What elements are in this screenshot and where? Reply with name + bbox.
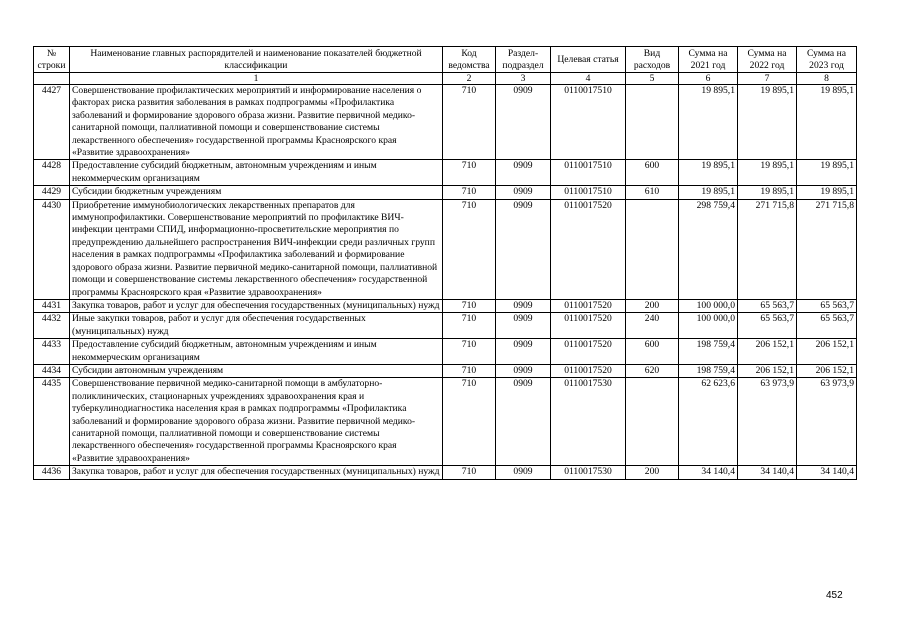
row-section: 0909 bbox=[496, 186, 551, 199]
table-row bbox=[34, 364, 857, 377]
row-number: 4434 bbox=[34, 364, 70, 377]
row-sum-2022: 19 895,1 bbox=[738, 85, 797, 160]
row-department-code: 710 bbox=[443, 313, 496, 339]
header-sum-2023: Сумма на 2023 год bbox=[797, 47, 857, 73]
row-sum-2021: 298 759,4 bbox=[679, 199, 738, 299]
row-target-article: 0110017520 bbox=[551, 299, 626, 312]
row-target-article: 0110017510 bbox=[551, 85, 626, 160]
row-sum-2023: 271 715,8 bbox=[797, 199, 857, 299]
row-section: 0909 bbox=[496, 378, 551, 466]
table-row bbox=[34, 85, 857, 160]
row-sum-2021: 19 895,1 bbox=[679, 160, 738, 186]
table-row bbox=[34, 299, 857, 312]
row-sum-2022: 206 152,1 bbox=[738, 364, 797, 377]
row-sum-2023: 19 895,1 bbox=[797, 186, 857, 199]
row-sum-2022: 271 715,8 bbox=[738, 199, 797, 299]
row-expense-type: 610 bbox=[626, 186, 679, 199]
row-sum-2021: 198 759,4 bbox=[679, 339, 738, 365]
row-target-article: 0110017520 bbox=[551, 364, 626, 377]
row-target-article: 0110017530 bbox=[551, 466, 626, 479]
header-row-number: № строки bbox=[34, 47, 70, 73]
row-department-code: 710 bbox=[443, 378, 496, 466]
row-sum-2023: 65 563,7 bbox=[797, 299, 857, 312]
column-number-empty bbox=[34, 73, 70, 85]
row-expense-type: 600 bbox=[626, 160, 679, 186]
row-name: Приобретение иммунобиологических лекарственных препаратов для иммунопрофилактики. Совершенствование мероприятий по профилактике ВИЧ-инфекции центрами СПИД, информационно-просветительские мероприятия по предупреждению дальнейшего распространения ВИЧ-инфекции среди различных групп населения в рамках подпрограммы «Профилактика заболеваний и формирование здорового образа жизни. Развитие первичной медико-санитарной помощи, паллиативной помощи и совершенствование системы лекарственного обеспечения» государственной программы Красноярского края «Развитие здравоохранения» bbox=[70, 199, 443, 299]
row-number: 4433 bbox=[34, 339, 70, 365]
row-department-code: 710 bbox=[443, 160, 496, 186]
row-section: 0909 bbox=[496, 299, 551, 312]
row-section: 0909 bbox=[496, 199, 551, 299]
column-number: 1 bbox=[70, 73, 443, 85]
row-sum-2023: 19 895,1 bbox=[797, 85, 857, 160]
row-expense-type: 200 bbox=[626, 299, 679, 312]
column-numbers-row bbox=[34, 73, 857, 85]
row-number: 4429 bbox=[34, 186, 70, 199]
row-sum-2022: 65 563,7 bbox=[738, 299, 797, 312]
row-number: 4428 bbox=[34, 160, 70, 186]
row-sum-2021: 62 623,6 bbox=[679, 378, 738, 466]
row-sum-2022: 19 895,1 bbox=[738, 186, 797, 199]
row-expense-type bbox=[626, 199, 679, 299]
header-row bbox=[34, 47, 857, 73]
row-expense-type: 620 bbox=[626, 364, 679, 377]
row-sum-2023: 65 563,7 bbox=[797, 313, 857, 339]
row-expense-type: 600 bbox=[626, 339, 679, 365]
row-target-article: 0110017530 bbox=[551, 378, 626, 466]
row-expense-type bbox=[626, 85, 679, 160]
row-sum-2022: 63 973,9 bbox=[738, 378, 797, 466]
row-name: Субсидии автономным учреждениям bbox=[70, 364, 443, 377]
row-number: 4430 bbox=[34, 199, 70, 299]
row-sum-2023: 19 895,1 bbox=[797, 160, 857, 186]
table-row bbox=[34, 313, 857, 339]
row-target-article: 0110017520 bbox=[551, 313, 626, 339]
row-number: 4436 bbox=[34, 466, 70, 479]
column-number: 2 bbox=[443, 73, 496, 85]
row-number: 4432 bbox=[34, 313, 70, 339]
header-name: Наименование главных распорядителей и наименование показателей бюджетной классификации bbox=[70, 47, 443, 73]
row-name: Совершенствование первичной медико-санитарной помощи в амбулаторно-поликлинических, стационарных учреждениях здравоохранения края и туберкулинодиагностика населения края в рамках подпрограммы «Профилактика заболеваний и формирование здорового образа жизни. Развитие первичной медико-санитарной помощи, паллиативной помощи и совершенствование системы лекарственного обеспечения» государственной программы Красноярского края «Развитие здравоохранения» bbox=[70, 378, 443, 466]
row-department-code: 710 bbox=[443, 199, 496, 299]
row-number: 4435 bbox=[34, 378, 70, 466]
row-sum-2022: 206 152,1 bbox=[738, 339, 797, 365]
row-expense-type: 200 bbox=[626, 466, 679, 479]
column-number: 5 bbox=[626, 73, 679, 85]
column-number: 8 bbox=[797, 73, 857, 85]
row-sum-2021: 19 895,1 bbox=[679, 85, 738, 160]
table-row bbox=[34, 378, 857, 466]
row-target-article: 0110017520 bbox=[551, 339, 626, 365]
row-name: Предоставление субсидий бюджетным, автономным учреждениям и иным некоммерческим организациям bbox=[70, 160, 443, 186]
row-name: Закупка товаров, работ и услуг для обеспечения государственных (муниципальных) нужд bbox=[70, 299, 443, 312]
row-department-code: 710 bbox=[443, 339, 496, 365]
row-sum-2023: 63 973,9 bbox=[797, 378, 857, 466]
row-sum-2023: 34 140,4 bbox=[797, 466, 857, 479]
table-body bbox=[34, 85, 857, 480]
column-number: 4 bbox=[551, 73, 626, 85]
row-sum-2023: 206 152,1 bbox=[797, 364, 857, 377]
row-sum-2021: 34 140,4 bbox=[679, 466, 738, 479]
row-section: 0909 bbox=[496, 313, 551, 339]
column-number: 7 bbox=[738, 73, 797, 85]
row-department-code: 710 bbox=[443, 186, 496, 199]
table-row bbox=[34, 339, 857, 365]
budget-table bbox=[33, 46, 857, 480]
row-sum-2023: 206 152,1 bbox=[797, 339, 857, 365]
row-target-article: 0110017520 bbox=[551, 199, 626, 299]
row-number: 4427 bbox=[34, 85, 70, 160]
header-department-code: Код ведомства bbox=[443, 47, 496, 73]
row-number: 4431 bbox=[34, 299, 70, 312]
row-section: 0909 bbox=[496, 364, 551, 377]
header-sum-2021: Сумма на 2021 год bbox=[679, 47, 738, 73]
row-sum-2021: 19 895,1 bbox=[679, 186, 738, 199]
row-sum-2021: 100 000,0 bbox=[679, 313, 738, 339]
row-sum-2022: 34 140,4 bbox=[738, 466, 797, 479]
row-sum-2021: 198 759,4 bbox=[679, 364, 738, 377]
row-section: 0909 bbox=[496, 85, 551, 160]
row-expense-type bbox=[626, 378, 679, 466]
row-name: Предоставление субсидий бюджетным, автономным учреждениям и иным некоммерческим организациям bbox=[70, 339, 443, 365]
row-sum-2022: 19 895,1 bbox=[738, 160, 797, 186]
row-sum-2022: 65 563,7 bbox=[738, 313, 797, 339]
row-department-code: 710 bbox=[443, 85, 496, 160]
row-section: 0909 bbox=[496, 339, 551, 365]
row-department-code: 710 bbox=[443, 299, 496, 312]
header-expense-type: Вид расходов bbox=[626, 47, 679, 73]
row-expense-type: 240 bbox=[626, 313, 679, 339]
row-name: Закупка товаров, работ и услуг для обеспечения государственных (муниципальных) нужд bbox=[70, 466, 443, 479]
row-name: Совершенствование профилактических мероприятий и информирование населения о факторах риска развития заболевания в рамках подпрограммы «Профилактика заболеваний и формирование здорового образа жизни. Развитие первичной медико-санитарной помощи, паллиативной помощи и совершенствование системы лекарственного обеспечения» государственной программы Красноярского края «Развитие здравоохранения» bbox=[70, 85, 443, 160]
row-department-code: 710 bbox=[443, 364, 496, 377]
table-row bbox=[34, 160, 857, 186]
row-section: 0909 bbox=[496, 466, 551, 479]
row-department-code: 710 bbox=[443, 466, 496, 479]
table-row bbox=[34, 199, 857, 299]
table-row bbox=[34, 186, 857, 199]
column-number: 3 bbox=[496, 73, 551, 85]
header-sum-2022: Сумма на 2022 год bbox=[738, 47, 797, 73]
header-section: Раздел-подраздел bbox=[496, 47, 551, 73]
page-number: 452 bbox=[826, 590, 843, 601]
table-row bbox=[34, 466, 857, 479]
row-target-article: 0110017510 bbox=[551, 160, 626, 186]
row-section: 0909 bbox=[496, 160, 551, 186]
row-sum-2021: 100 000,0 bbox=[679, 299, 738, 312]
row-target-article: 0110017510 bbox=[551, 186, 626, 199]
row-name: Субсидии бюджетным учреждениям bbox=[70, 186, 443, 199]
row-name: Иные закупки товаров, работ и услуг для обеспечения государственных (муниципальных) нужд bbox=[70, 313, 443, 339]
header-target-article: Целевая статья bbox=[551, 47, 626, 73]
column-number: 6 bbox=[679, 73, 738, 85]
